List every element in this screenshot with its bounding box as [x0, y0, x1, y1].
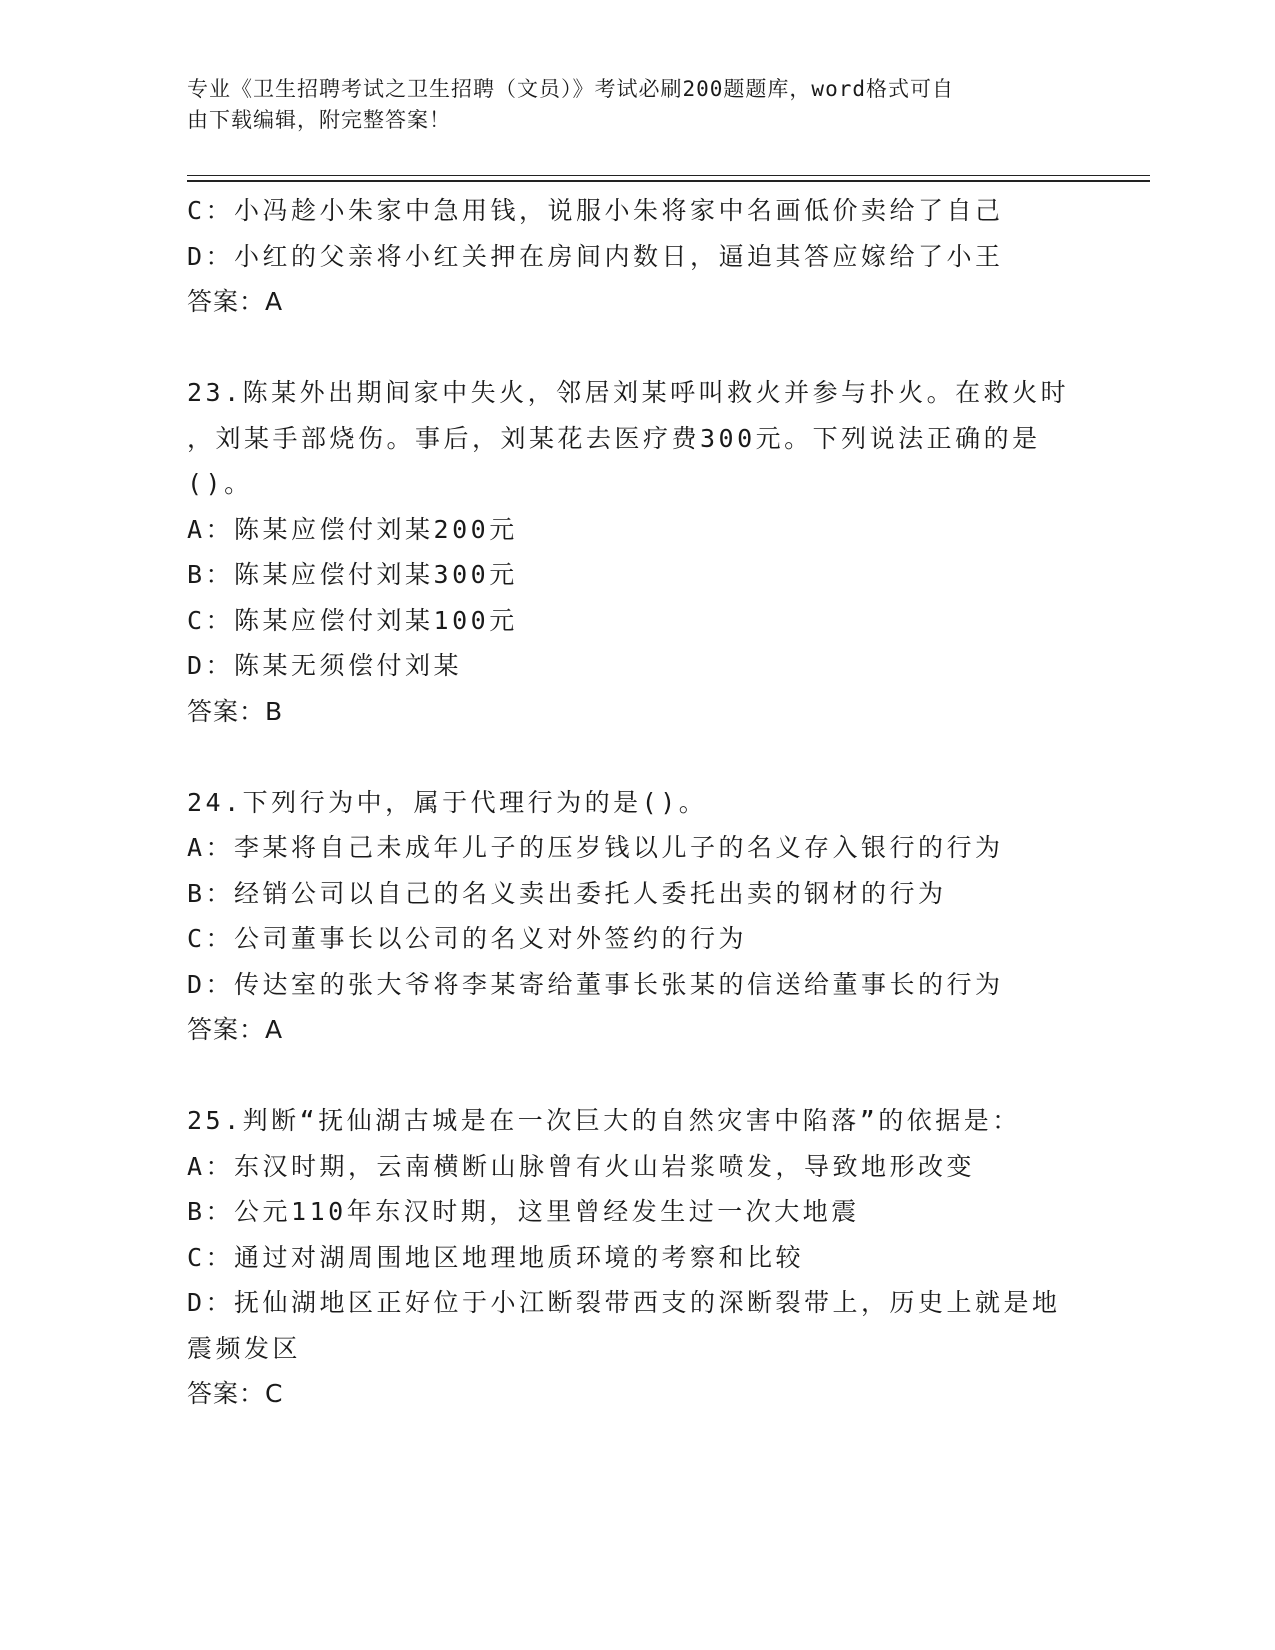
option-a: A：陈某应偿付刘某200元 [187, 514, 518, 544]
answer-line: 答案：A [187, 287, 284, 316]
option-c: C：公司董事长以公司的名义对外签约的行为 [187, 924, 748, 953]
option-a: A：李某将自己未成年儿子的压岁钱以儿子的名义存入银行的行为 [187, 833, 1004, 862]
option-d-continued: 震频发区 [187, 1333, 302, 1363]
spacer [187, 325, 1087, 371]
document-header [187, 74, 1067, 136]
document-body [187, 188, 1087, 1417]
header-line-1: 专业《卫生招聘考试之卫生招聘（文员）》考试必刷200题题库，word格式可自 [187, 77, 954, 101]
question-stem-23: ()。 [187, 469, 253, 498]
question-stem-24: 24.下列行为中，属于代理行为的是()。 [187, 787, 708, 817]
answer-line: 答案：B [187, 696, 284, 726]
spacer [187, 734, 1087, 780]
header-line-2: 由下载编辑，附完整答案！ [187, 108, 451, 132]
option-c: C：陈某应偿付刘某100元 [187, 605, 518, 635]
option-c: C：小冯趁小朱家中急用钱，说服小朱将家中名画低价卖给了自己 [187, 196, 1004, 225]
question-stem-23: 23.陈某外出期间家中失火，邻居刘某呼叫救火并参与扑火。在救火时 [187, 378, 1070, 407]
header-divider-thick [187, 180, 1150, 182]
option-a: A：东汉时期，云南横断山脉曾有火山岩浆喷发，导致地形改变 [187, 1151, 976, 1181]
answer-line: 答案：C [187, 1379, 284, 1408]
option-d: D：小红的父亲将小红关押在房间内数日，逼迫其答应嫁给了小王 [187, 241, 1004, 271]
option-d: D：传达室的张大爷将李某寄给董事长张某的信送给董事长的行为 [187, 969, 1004, 999]
spacer [187, 1053, 1087, 1099]
option-b: B：公元110年东汉时期，这里曾经发生过一次大地震 [187, 1197, 860, 1226]
answer-line: 答案：A [187, 1015, 284, 1044]
option-b: B：经销公司以自己的名义卖出委托人委托出卖的钢材的行为 [187, 878, 947, 908]
option-d: D：抚仙湖地区正好位于小江断裂带西支的深断裂带上，历史上就是地 [187, 1288, 1061, 1317]
question-stem-23: ，刘某手部烧伤。事后，刘某花去医疗费300元。下列说法正确的是 [187, 423, 1041, 453]
option-c: C：通过对湖周围地区地理地质环境的考察和比较 [187, 1242, 805, 1272]
header-divider-thin [187, 175, 1150, 176]
option-d: D：陈某无须偿付刘某 [187, 651, 463, 680]
option-b: B：陈某应偿付刘某300元 [187, 560, 518, 589]
question-stem-25: 25.判断“抚仙湖古城是在一次巨大的自然灾害中陷落”的依据是： [187, 1106, 1021, 1135]
